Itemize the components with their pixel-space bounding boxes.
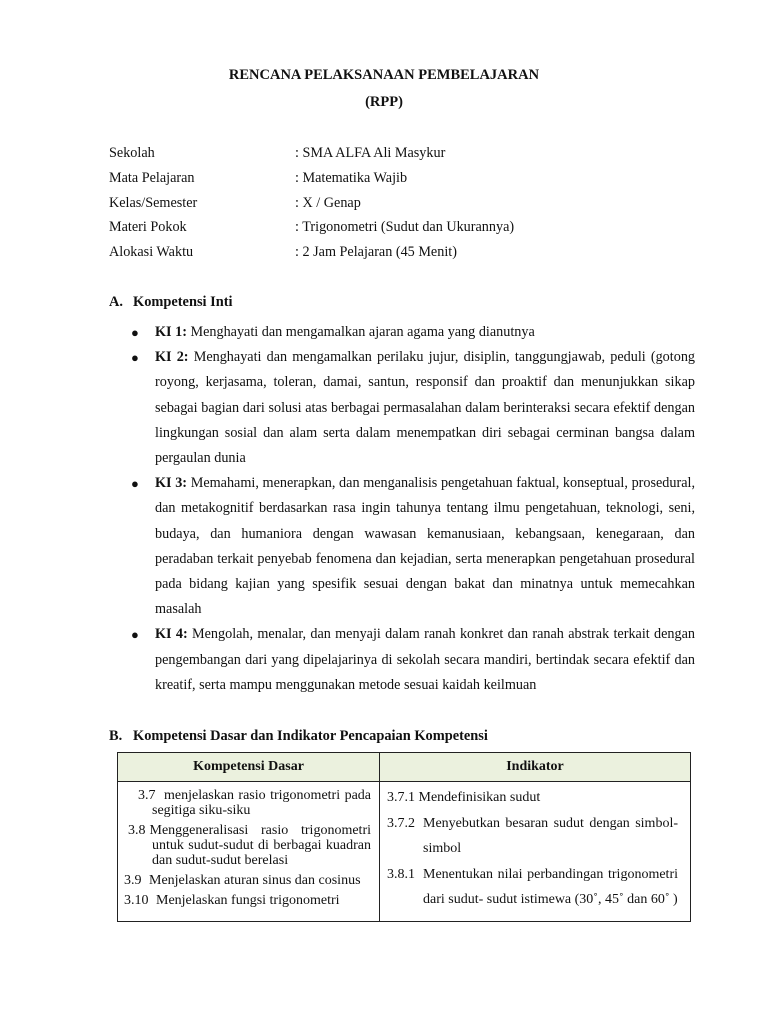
kd-item [124, 788, 371, 818]
info-label: Alokasi Waktu [109, 244, 194, 261]
indikator-item [387, 785, 678, 811]
info-value: : SMA ALFA Ali Masykur [295, 145, 446, 161]
info-value: : Trigonometri (Sudut dan Ukurannya) [295, 219, 515, 236]
list-item [129, 471, 695, 622]
table-row [118, 782, 691, 922]
info-label: Mata Pelajaran [109, 169, 195, 186]
kd-item [124, 873, 371, 888]
indikator-item [387, 811, 678, 862]
indikator-number: 3.7.2 [387, 815, 415, 831]
bullet-icon: ● [131, 476, 139, 492]
ki-text: Mengolah, menalar, dan menyaji dalam ranah konkret dan ranah abstrak terkait dengan pengembangan dari yang dipelajarinya di sekolah secara mandiri, bertindak secara efektif dan kreatif, serta mampu menggunakan metode sesuai kaidah keilmuan [155, 626, 695, 693]
table-header-indikator: Indikator [380, 753, 691, 782]
info-value: : X / Genap [295, 194, 361, 211]
bullet-icon: ● [131, 350, 139, 366]
ki-code: KI 2: [155, 349, 189, 366]
info-row [109, 145, 514, 170]
info-row [109, 244, 514, 269]
kd-text: Menggeneralisasi rasio trigonometri untuk sudut-sudut di berbagai kuadran dan sudut-sudut berelasi [149, 823, 371, 868]
kd-text: Menjelaskan aturan sinus dan cosinus [149, 873, 361, 888]
section-letter: A. [109, 294, 123, 310]
section-letter: B. [109, 728, 123, 744]
indikator-cell [380, 782, 691, 922]
kd-cell [118, 782, 380, 922]
ki-code: KI 4: [155, 626, 188, 643]
section-heading-a [109, 294, 233, 311]
kd-item [124, 893, 371, 908]
ki-text: Menghayati dan mengamalkan ajaran agama yang dianutnya [186, 324, 535, 340]
indikator-number: 3.8.1 [387, 866, 415, 882]
kompetensi-inti-list [129, 320, 695, 698]
identity-block [109, 145, 514, 269]
kd-indikator-table [117, 752, 691, 922]
indikator-text: Menentukan nilai perbandingan trigonometri dari sudut- sudut istimewa (30˚, 45˚ dan 60˚ ) [423, 866, 678, 907]
info-value: : Matematika Wajib [295, 169, 408, 186]
ki-code: KI 3: [155, 475, 188, 492]
kd-number: 3.7 [138, 788, 156, 803]
kd-text: Menjelaskan fungsi trigonometri [156, 893, 340, 908]
kd-text: menjelaskan rasio trigonometri pada segitiga siku-siku [152, 788, 372, 818]
info-row [109, 170, 514, 195]
info-label: Materi Pokok [109, 219, 187, 236]
document-subtitle: (RPP) [365, 94, 403, 110]
section-title: Kompetensi Inti [133, 294, 233, 310]
ki-text: Memahami, menerapkan, dan menganalisis pengetahuan faktual, konseptual, prosedural, dan metakognitif berdasarkan rasa ingin tahunya tentang ilmu pengetahuan, teknologi, seni, budaya, dan humaniora dengan wawasan kemanusiaan, kebangsaan, kenegaraan, dan peradaban terkait penyebab fenomena dan kejadian, serta menerapkan pengetahuan prosedural pada bidang kajian yang spesifik sesuai dengan bakat dan minatnya untuk memecahkan masalah [155, 475, 696, 618]
kd-number: 3.8 [128, 823, 146, 838]
indikator-text: Mendefinisikan sudut [418, 790, 541, 805]
info-row [109, 219, 514, 244]
section-title: Kompetensi Dasar dan Indikator Pencapaian Kompetensi [133, 728, 488, 744]
document-title: RENCANA PELAKSANAAN PEMBELAJARAN [228, 67, 540, 83]
list-item [129, 320, 695, 345]
ki-text: Menghayati dan mengamalkan perilaku jujur, disiplin, tanggungjawab, peduli (gotong royong, kerjasama, toleran, damai, santun, responsif dan proaktif dan menunjukkan sikap sebagai bagian dari solusi atas berbagai permasalahan dalam berinteraksi secara efektif dengan lingkungan sosial dan alam serta dalam menempatkan diri sebagai cerminan bangsa dalam pergaulan dunia [155, 349, 696, 467]
indikator-item [387, 862, 678, 913]
kd-item [124, 823, 371, 868]
info-row [109, 195, 514, 220]
indikator-number: 3.7.1 [387, 790, 415, 805]
indikator-text: Menyebutkan besaran sudut dengan simbol-simbol [423, 815, 678, 856]
bullet-icon: ● [131, 325, 139, 340]
list-item [129, 622, 695, 698]
kd-number: 3.9 [124, 873, 142, 888]
kd-number: 3.10 [124, 893, 149, 908]
table-header-row [118, 753, 691, 782]
bullet-icon: ● [131, 627, 139, 643]
info-label: Kelas/Semester [109, 194, 198, 211]
info-value: : 2 Jam Pelajaran (45 Menit) [295, 244, 457, 261]
ki-code: KI 1: [155, 324, 187, 340]
info-label: Sekolah [109, 145, 155, 161]
section-heading-b [109, 728, 488, 745]
table-header-kd: Kompetensi Dasar [118, 753, 380, 782]
list-item [129, 345, 695, 471]
